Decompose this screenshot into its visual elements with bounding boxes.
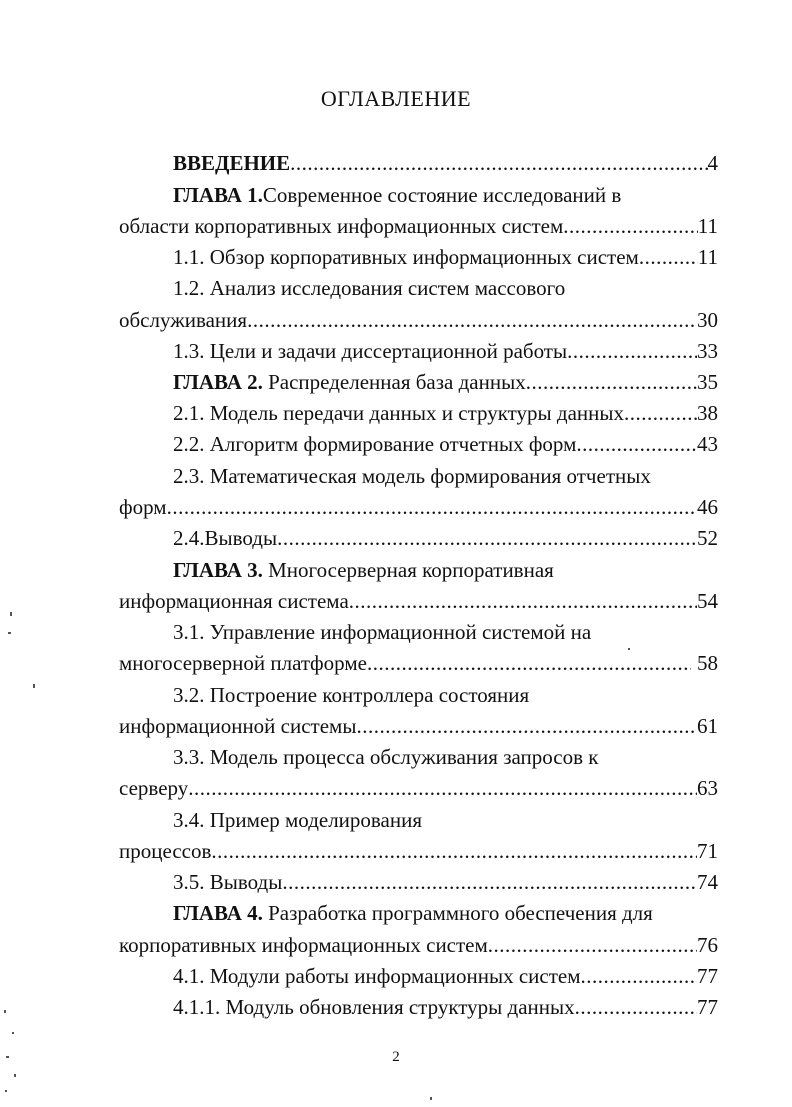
toc-label: ВВЕДЕНИЕ: [173, 151, 291, 175]
toc-page: 58: [697, 651, 718, 675]
scan-speck: [10, 612, 12, 616]
toc-label: 3.4. Пример моделирования: [173, 808, 423, 832]
toc-page: 11: [697, 214, 718, 238]
scan-speck: [8, 632, 11, 634]
toc-label: 1.3. Цели и задачи диссертационной работы: [173, 339, 568, 363]
toc-entry-2-3-cont[interactable]: [119, 492, 718, 522]
dot-leader: [167, 492, 697, 522]
scan-speck: [33, 684, 35, 688]
toc-entry-2-2[interactable]: [173, 429, 718, 459]
toc-entry-4-1-1[interactable]: [173, 992, 718, 1022]
toc-page: 71: [697, 839, 718, 863]
toc-label: 4.1. Модули работы информационных систем: [173, 964, 581, 988]
scan-speck: [5, 1090, 7, 1092]
chapter-title: Многосерверная корпоративная: [262, 558, 554, 582]
toc-entry-4-1[interactable]: [173, 961, 718, 991]
toc-page: 77: [697, 995, 718, 1019]
toc-entry-chapter-1[interactable]: [173, 180, 733, 210]
page-title: ОГЛАВЛЕНИЕ: [320, 86, 472, 111]
toc-entry-3-3-cont[interactable]: [119, 773, 718, 803]
dot-leader: [367, 648, 691, 678]
dot-leader: [639, 242, 698, 272]
toc-entry-3-4-cont[interactable]: [119, 836, 718, 866]
chapter-label: ГЛАВА 2.: [173, 370, 263, 394]
toc-label: 2.4.Выводы: [173, 526, 278, 550]
toc-entry-1-2-cont[interactable]: [119, 305, 718, 335]
toc-entry-3-1[interactable]: [173, 617, 733, 647]
toc-entry-chapter-2[interactable]: [173, 367, 718, 397]
toc-entry-chapter-3[interactable]: [173, 555, 733, 585]
toc-page: 33: [697, 339, 718, 363]
dot-leader: [488, 930, 697, 960]
chapter-title: Современное состояние исследований в: [262, 183, 622, 207]
toc-page: 76: [697, 933, 718, 957]
dot-leader: [567, 336, 697, 366]
dot-leader: [277, 523, 697, 553]
dot-leader: [581, 961, 697, 991]
toc-entry-chapter-1-cont[interactable]: [119, 211, 718, 241]
chapter-title-cont: информационная система: [119, 589, 349, 613]
dot-leader: [188, 773, 697, 803]
toc-entry-intro[interactable]: [173, 148, 718, 178]
chapter-label: ГЛАВА 4.: [173, 901, 263, 925]
toc-label: 2.2. Алгоритм формирование отчетных форм: [173, 432, 577, 456]
scan-speck: [14, 1074, 16, 1077]
toc-page: 63: [697, 776, 718, 800]
scan-speck: [628, 648, 630, 650]
scan-speck: [6, 1056, 9, 1058]
dot-leader: [526, 367, 697, 397]
toc-label-cont: обслуживания: [119, 308, 248, 332]
dot-leader: [282, 867, 697, 897]
toc-entry-chapter-3-cont[interactable]: [119, 586, 718, 616]
toc-label: 1.2. Анализ исследования систем массового: [173, 276, 566, 300]
toc-label-cont: серверу: [119, 776, 189, 800]
toc-page: 77: [697, 964, 718, 988]
dot-leader: [575, 992, 697, 1022]
toc-label: 2.1. Модель передачи данных и структуры данных: [173, 401, 625, 425]
toc-entry-1-1[interactable]: [173, 242, 718, 272]
chapter-title: Распределенная база данных: [262, 370, 526, 394]
toc-entry-3-3[interactable]: [173, 742, 733, 772]
toc-page: 54: [697, 589, 718, 613]
toc-entry-2-4[interactable]: [173, 523, 718, 553]
dot-leader: [247, 305, 697, 335]
scan-speck: [430, 1097, 432, 1100]
dot-leader: [211, 836, 697, 866]
dot-leader: [349, 586, 697, 616]
dot-leader: [624, 398, 697, 428]
dot-leader: [576, 429, 697, 459]
toc-entry-2-3[interactable]: [173, 461, 733, 491]
toc-entry-3-5[interactable]: [173, 867, 718, 897]
toc-label: 2.3. Математическая модель формирования отчетных: [173, 464, 651, 488]
toc-entry-3-2[interactable]: [173, 680, 733, 710]
toc-label: 3.2. Построение контроллера состояния: [173, 683, 530, 707]
dot-leader: [563, 211, 698, 241]
page-number: 2: [392, 1049, 400, 1065]
dot-leader: [356, 711, 697, 741]
toc-label: 4.1.1. Модуль обновления структуры данных: [173, 995, 575, 1019]
toc-page: 30: [697, 308, 718, 332]
toc-entry-2-1[interactable]: [173, 398, 718, 428]
toc-entry-chapter-4-cont[interactable]: [119, 930, 718, 960]
toc-entry-3-4[interactable]: [173, 805, 733, 835]
toc-entry-3-1-cont[interactable]: [119, 648, 718, 678]
toc-page: 43: [697, 432, 718, 456]
toc-label: 3.5. Выводы: [173, 870, 283, 894]
toc-page: 52: [697, 526, 718, 550]
toc-page: 46: [697, 495, 718, 519]
toc-page: 61: [697, 714, 718, 738]
toc-entry-1-3[interactable]: [173, 336, 718, 366]
toc-label-cont: многосерверной платформе: [119, 651, 367, 675]
toc-page: 74: [697, 870, 718, 894]
chapter-title-cont: корпоративных информационных систем: [119, 933, 488, 957]
toc-label: 1.1. Обзор корпоративных информационных систем: [173, 245, 639, 269]
toc-page: 11: [697, 245, 718, 269]
chapter-title-cont: области корпоративных информационных систем: [119, 214, 564, 238]
toc-page: 4: [707, 151, 718, 175]
toc-entry-3-2-cont[interactable]: [119, 711, 718, 741]
toc-entry-1-2[interactable]: [173, 273, 733, 303]
toc-label-cont: процессов: [119, 839, 212, 863]
toc-label-cont: форм: [119, 495, 167, 519]
chapter-title: Разработка программного обеспечения для: [262, 901, 653, 925]
toc-label: 3.3. Модель процесса обслуживания запросов к: [173, 745, 599, 769]
toc-label: 3.1. Управление информационной системой на: [173, 620, 592, 644]
scan-speck: [12, 1032, 14, 1034]
toc-label-cont: информационной системы: [119, 714, 357, 738]
dot-leader: [290, 148, 707, 178]
toc-page: 38: [697, 401, 718, 425]
scan-speck: [4, 1010, 6, 1013]
toc-entry-chapter-4[interactable]: [173, 898, 733, 928]
chapter-label: ГЛАВА 3.: [173, 558, 263, 582]
toc-page: 35: [697, 370, 718, 394]
chapter-label: ГЛАВА 1.: [173, 183, 263, 207]
